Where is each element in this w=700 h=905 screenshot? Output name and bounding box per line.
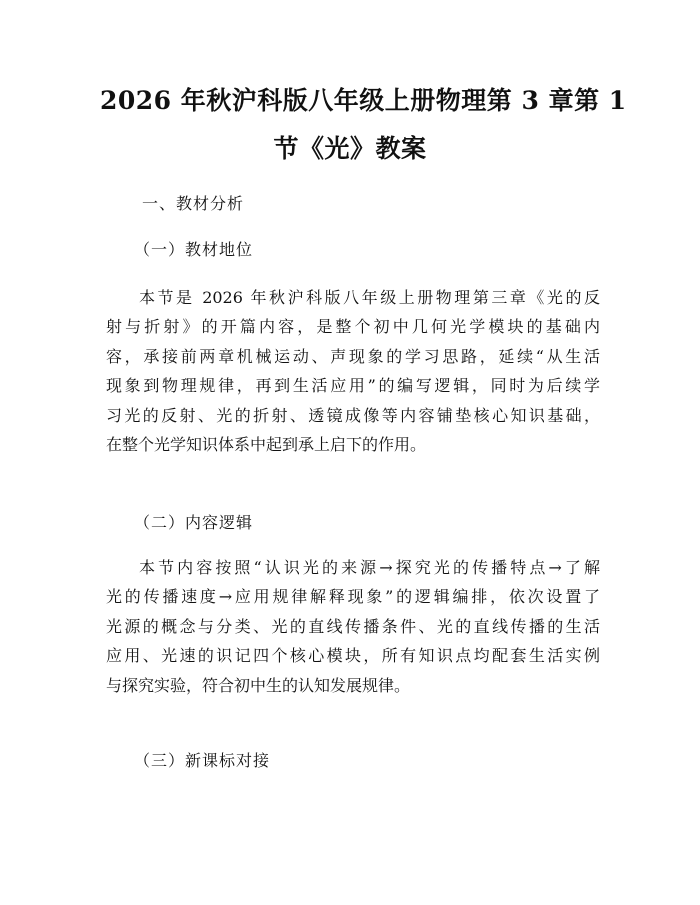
subsection-heading-textbook-position: （一）教材地位 [134,240,254,259]
subsection-heading-content-logic: （二）内容逻辑 [134,513,254,532]
paragraph-content-logic [106,553,600,700]
paragraph-line: 习光的反射、光的折射、透镜成像等内容铺垫核心知识基础， [106,405,600,425]
paragraph-line: 与探究实验，符合初中生的认知发展规律。 [106,675,411,695]
paragraph-line: 射与折射》的开篇内容，是整个初中几何光学模块的基础内 [106,317,600,337]
document-title-line-2: 节《光》教案 [273,134,427,163]
subsection-heading-curriculum-standard: （三）新课标对接 [134,751,271,770]
paragraph-line: 本节内容按照“认识光的来源→探究光的传播特点→了解 [139,558,600,577]
paragraph-line: 在整个光学知识体系中起到承上启下的作用。 [106,434,427,454]
paragraph-line: 光的传播速度→应用规律解释现象”的逻辑编排，依次设置了 [106,587,600,607]
document-title-line-1: 2026 年秋沪科版八年级上册物理第 3 章第 1 [100,86,627,115]
paragraph-textbook-position [106,283,600,459]
paragraph-line: 应用、光速的识记四个核心模块，所有知识点均配套生活实例 [106,646,600,666]
paragraph-line: 现象到物理规律，再到生活应用”的编写逻辑，同时为后续学 [106,376,600,396]
paragraph-line: 光源的概念与分类、光的直线传播条件、光的直线传播的生活 [106,616,600,636]
section-heading-textbook-analysis: 一、教材分析 [142,194,245,213]
paragraph-line: 本节是 2026 年秋沪科版八年级上册物理第三章《光的反 [139,288,600,307]
paragraph-line: 容，承接前两章机械运动、声现象的学习思路，延续“从生活 [106,346,600,366]
